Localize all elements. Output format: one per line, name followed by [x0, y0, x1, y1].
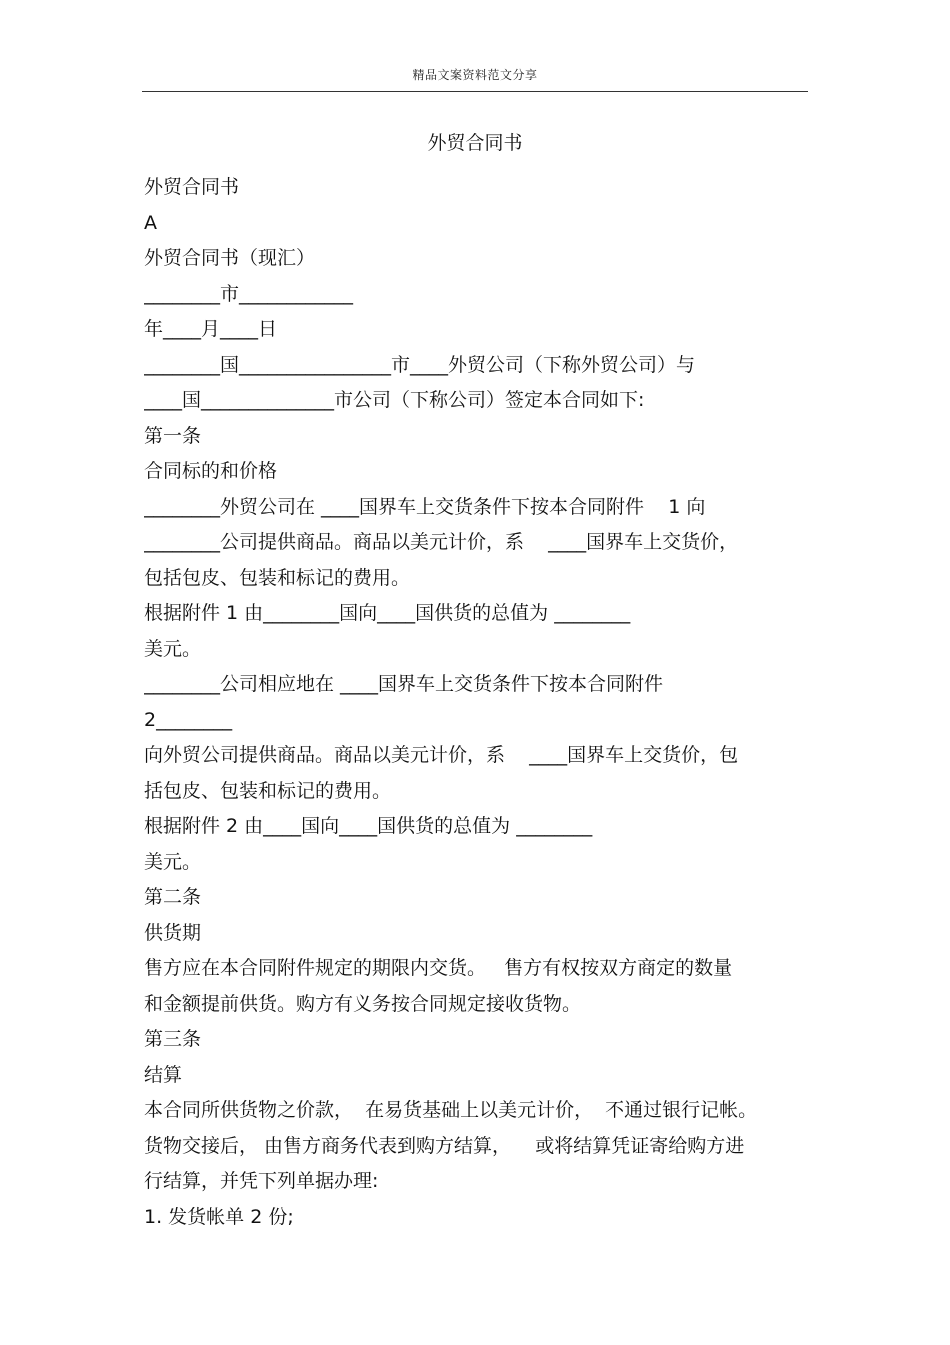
page-header: 精品文案资料范文分享 — [412, 68, 538, 82]
section-subheading: 合同标的和价格 — [144, 460, 278, 482]
body-line: 和金额提前供货。购方有义务按合同规定接收货物。 — [144, 992, 582, 1015]
body-line: 外贸合同书（现汇） — [144, 247, 316, 269]
body-line: ________市____________ — [144, 282, 354, 305]
body-line: 2________ — [144, 708, 233, 731]
body-line: ________外贸公司在 ____国界车上交货条件下按本合同附件 1 向 — [144, 495, 706, 518]
body-line: 括包皮、包装和标记的费用。 — [144, 779, 392, 802]
body-line: 外贸合同书 — [144, 176, 240, 198]
body-line: 向外贸公司提供商品。商品以美元计价，系 ____国界车上交货价，包 — [144, 744, 739, 766]
body-line: 美元。 — [144, 850, 202, 873]
section-subheading: 结算 — [144, 1063, 183, 1086]
list-item: 1. 发货帐单 2 份; — [144, 1205, 294, 1228]
article-heading: 第二条 — [144, 886, 202, 908]
section-subheading: 供货期 — [144, 921, 202, 944]
body-line: 根据附件 1 由________国向____国供货的总值为 ________ — [144, 602, 631, 624]
body-line: 包括包皮、包装和标记的费用。 — [144, 566, 411, 589]
body-line: A — [144, 211, 157, 234]
document-body — [144, 170, 804, 1235]
body-line: ________公司提供商品。商品以美元计价，系 ____国界车上交货价， — [144, 531, 739, 553]
body-line: ________国________________市____外贸公司（下称外贸公司）与 — [144, 353, 696, 376]
header-rule — [142, 91, 808, 92]
article-heading: 第一条 — [144, 424, 202, 447]
body-line: 行结算，并凭下列单据办理: — [144, 1170, 379, 1192]
body-line: 美元。 — [144, 637, 202, 660]
article-heading: 第三条 — [144, 1028, 202, 1050]
document-title: 外贸合同书 — [427, 132, 523, 154]
body-line: 年____月____日 — [144, 318, 278, 340]
body-line: ________公司相应地在 ____国界车上交货条件下按本合同附件 — [144, 673, 664, 695]
body-line: 售方应在本合同附件规定的期限内交货。 售方有权按双方商定的数量 — [144, 957, 733, 979]
body-line: 货物交接后， 由售方商务代表到购方结算， 或将结算凭证寄给购方进 — [144, 1134, 745, 1157]
body-line: 根据附件 2 由____国向____国供货的总值为 ________ — [144, 815, 593, 837]
body-line: 本合同所供货物之价款， 在易货基础上以美元计价， 不通过银行记帐。 — [144, 1099, 758, 1121]
body-line: ____国______________市公司（下称公司）签定本合同如下: — [144, 389, 645, 411]
